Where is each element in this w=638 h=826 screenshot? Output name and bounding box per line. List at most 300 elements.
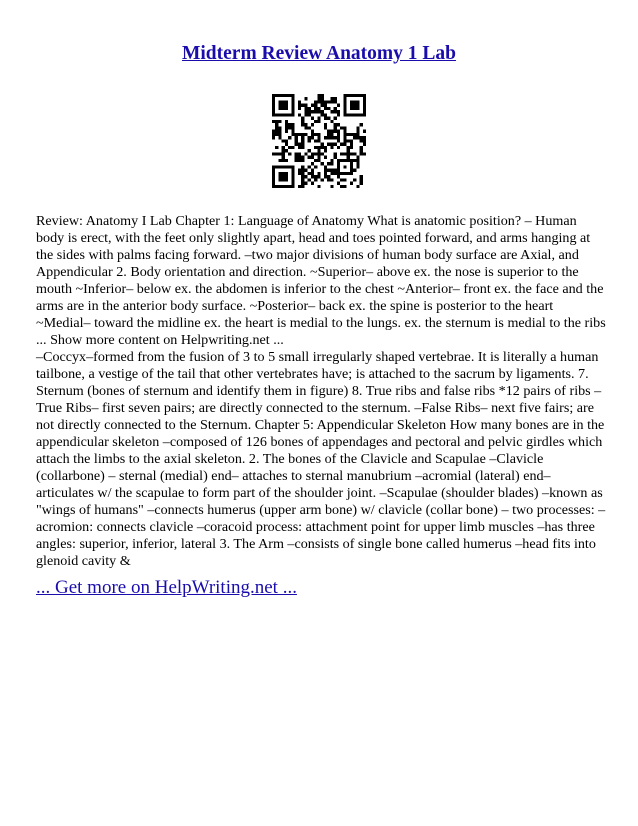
qr-module [363,110,366,113]
title-link[interactable]: Midterm Review Anatomy 1 Lab [181,43,457,64]
qr-module [317,100,320,103]
qr-code-icon [272,94,366,188]
qr-module [301,136,304,139]
qr-module [304,104,307,107]
qr-module [278,130,281,133]
qr-module [301,169,304,172]
qr-module [350,133,353,136]
qr-module [356,185,359,188]
qr-module [301,120,304,123]
qr-module [298,156,301,159]
qr-module [278,172,281,175]
qr-module [360,146,363,149]
qr-module [275,120,278,123]
qr-module [291,104,294,107]
qr-module [272,165,275,168]
qr-module [343,113,346,116]
qr-module [308,149,311,152]
qr-module [314,152,317,155]
qr-module [285,123,288,126]
qr-module [337,136,340,139]
qr-module [298,146,301,149]
qr-module [350,94,353,97]
qr-module [304,126,307,129]
qr-module [353,178,356,181]
qr-module [363,139,366,142]
qr-module [311,130,314,133]
qr-module [324,107,327,110]
qr-module [334,100,337,103]
paragraph-review: Review: Anatomy I Lab Chapter 1: Language of Anatomy What is anatomic position? – Human body is erect, with the feet only slightly apart, head and toes pointed forward, and arms hanging at the sides with palms facing forward. –two major divisions of human body surface are Axial, and Appendicular 2. Body orientation and direction. ~Superior– above ex. the nose is superior to the mouth ~Inferior– below ex. the abdomen is inferior to the chest ~Anterior– front ex. the face and the arms are in the anterior body surface. ~Posterior– back ex. the spine is posterior to the heart ~Medial– toward the midline ex. the heart is medial to the lungs. ex. the sternum is medial to the ribs ... Show more content on Helpwriting.net ... [36,213,606,348]
qr-module [360,136,363,139]
qr-module [282,159,285,162]
qr-module [291,146,294,149]
qr-module [285,94,288,97]
qr-module [301,175,304,178]
qr-module [304,182,307,185]
qr-module [295,159,298,162]
qr-module [275,146,278,149]
qr-module [337,159,340,162]
qr-module [304,175,307,178]
qr-module [360,175,363,178]
qr-module [360,182,363,185]
qr-module [278,165,281,168]
qr-module [327,130,330,133]
qr-module [343,97,346,100]
qr-module [278,104,281,107]
qr-module [343,172,346,175]
qr-module [285,126,288,129]
qr-module [285,159,288,162]
qr-module [278,113,281,116]
qr-module [308,126,311,129]
qr-module [285,100,288,103]
qr-module [311,156,314,159]
qr-module [350,152,353,155]
qr-module [275,94,278,97]
qr-module [311,175,314,178]
qr-module [363,143,366,146]
qr-module [337,162,340,165]
qr-module [285,139,288,142]
qr-module [327,136,330,139]
qr-module [282,94,285,97]
qr-module [337,104,340,107]
qr-module [301,133,304,136]
qr-module [356,133,359,136]
qr-module [278,175,281,178]
qr-module [317,159,320,162]
qr-module [275,123,278,126]
qr-module [327,133,330,136]
qr-module [330,159,333,162]
qr-module [304,107,307,110]
qr-module [330,130,333,133]
qr-module [311,172,314,175]
qr-module [298,159,301,162]
qr-module [324,146,327,149]
qr-module [275,126,278,129]
qr-module [285,185,288,188]
qr-module [291,107,294,110]
qr-module [317,117,320,120]
qr-module [311,182,314,185]
qr-module [324,123,327,126]
qr-module [337,165,340,168]
qr-module [285,172,288,175]
qr-module [314,175,317,178]
qr-module [317,185,320,188]
qr-module [363,136,366,139]
qr-module [298,133,301,136]
qr-module [288,136,291,139]
qr-module [311,133,314,136]
qr-module [340,178,343,181]
qr-module [282,178,285,181]
qr-module [295,143,298,146]
qr-module [360,94,363,97]
qr-module [278,107,281,110]
qr-module [295,136,298,139]
qr-module [330,178,333,181]
qr-module [308,178,311,181]
qr-module [337,139,340,142]
qr-module [288,123,291,126]
qr-module [275,165,278,168]
qr-module [278,133,281,136]
qr-module [350,139,353,142]
qr-module [343,107,346,110]
qr-module [291,172,294,175]
qr-module [350,113,353,116]
qr-module [363,97,366,100]
qr-module [324,165,327,168]
qr-module [272,185,275,188]
qr-module [285,143,288,146]
qr-module [272,130,275,133]
qr-module [308,136,311,139]
qr-module [340,185,343,188]
qr-module [343,143,346,146]
qr-module [321,152,324,155]
qr-module [321,100,324,103]
document-title [0,41,638,67]
qr-module [363,94,366,97]
qr-module [343,136,346,139]
qr-module [347,156,350,159]
qr-module [288,94,291,97]
qr-module [285,175,288,178]
qr-module [314,165,317,168]
qr-module [285,130,288,133]
qr-module [278,100,281,103]
qr-module [308,113,311,116]
qr-module [282,146,285,149]
qr-module [327,143,330,146]
qr-module [291,185,294,188]
qr-module [304,97,307,100]
qr-module [337,133,340,136]
qr-module [272,182,275,185]
qr-module [272,136,275,139]
qr-module [321,162,324,165]
qr-module [288,165,291,168]
qr-module [321,110,324,113]
qr-module [298,152,301,155]
qr-module [288,185,291,188]
qr-module [321,94,324,97]
qr-module [321,97,324,100]
qr-module [337,110,340,113]
qr-module [291,110,294,113]
qr-module [272,113,275,116]
qr-module [314,139,317,142]
qr-module [343,133,346,136]
qr-module [282,172,285,175]
qr-module [324,149,327,152]
qr-module [360,178,363,181]
qr-module [356,100,359,103]
qr-module [317,120,320,123]
qr-module [337,175,340,178]
qr-module [350,165,353,168]
qr-module [317,133,320,136]
qr-module [327,175,330,178]
qr-module [317,152,320,155]
qr-module [272,107,275,110]
qr-module [291,133,294,136]
qr-module [275,113,278,116]
qr-module [272,133,275,136]
qr-module [311,152,314,155]
qr-module [343,152,346,155]
qr-module [278,126,281,129]
qr-module [343,178,346,181]
qr-module [311,123,314,126]
qr-module [353,169,356,172]
qr-module [298,172,301,175]
qr-module [317,146,320,149]
qr-module [278,94,281,97]
qr-module [282,149,285,152]
qr-module [327,100,330,103]
qr-module [272,104,275,107]
qr-module [311,162,314,165]
qr-module [304,133,307,136]
qr-module [347,146,350,149]
qr-module [350,159,353,162]
qr-module [278,136,281,139]
document-body [36,213,606,570]
qr-module [304,113,307,116]
qr-module [334,152,337,155]
qr-module [311,136,314,139]
qr-module [343,100,346,103]
qr-module [317,172,320,175]
qr-module [330,110,333,113]
qr-module [308,156,311,159]
qr-module [350,172,353,175]
qr-module [330,146,333,149]
qr-module [321,178,324,181]
qr-module [301,139,304,142]
qr-module [330,120,333,123]
qr-module [321,146,324,149]
qr-module [343,185,346,188]
qr-module [285,107,288,110]
qr-module [340,126,343,129]
qr-module [337,172,340,175]
qr-module [330,97,333,100]
qr-module [353,133,356,136]
qr-module [282,139,285,142]
qr-module [343,165,346,168]
qr-module [285,178,288,181]
qr-module [356,162,359,165]
qr-module [282,113,285,116]
qr-module [330,136,333,139]
qr-module [301,165,304,168]
qr-module [321,143,324,146]
qr-module [324,175,327,178]
qr-module [363,130,366,133]
qr-module [272,110,275,113]
qr-module [353,136,356,139]
qr-module [275,133,278,136]
qr-module [275,130,278,133]
qr-module [324,104,327,107]
qr-module [295,156,298,159]
qr-module [337,146,340,149]
get-more-link[interactable]: ... Get more on HelpWriting.net ... [36,577,297,598]
qr-module [304,110,307,113]
qr-module [324,169,327,172]
qr-module [327,117,330,120]
qr-module [291,182,294,185]
qr-module [272,152,275,155]
qr-module [321,104,324,107]
qr-module [324,172,327,175]
qr-module [301,117,304,120]
qr-module [278,120,281,123]
qr-module [301,159,304,162]
qr-module [334,126,337,129]
qr-module [285,165,288,168]
qr-module [327,178,330,181]
qr-module [311,104,314,107]
qr-module [356,136,359,139]
qr-module [347,94,350,97]
qr-module [360,149,363,152]
qr-module [360,113,363,116]
qr-module [295,152,298,155]
qr-module [363,100,366,103]
qr-module [311,110,314,113]
qr-module [334,136,337,139]
qr-module [334,172,337,175]
qr-module [337,123,340,126]
qr-module [298,104,301,107]
qr-module [291,169,294,172]
qr-module [301,182,304,185]
qr-module [285,149,288,152]
qr-module [347,133,350,136]
qr-module [363,107,366,110]
qr-module [278,159,281,162]
qr-module [330,172,333,175]
qr-module [327,162,330,165]
qr-module [360,152,363,155]
qr-module [330,143,333,146]
qr-module [301,172,304,175]
qr-module [347,139,350,142]
qr-module [330,185,333,188]
qr-module [343,139,346,142]
qr-module [350,169,353,172]
qr-module [291,113,294,116]
qr-module [304,152,307,155]
qr-module [301,143,304,146]
qr-module [298,100,301,103]
qr-module [340,152,343,155]
qr-module [291,165,294,168]
qr-module [304,169,307,172]
qr-module [324,117,327,120]
qr-module [334,143,337,146]
qr-module [317,97,320,100]
qr-module [314,159,317,162]
qr-module [314,146,317,149]
qr-module [291,123,294,126]
qr-module [291,100,294,103]
qr-module [272,100,275,103]
qr-module [337,169,340,172]
qr-module [350,146,353,149]
qr-module [291,178,294,181]
qr-module [330,133,333,136]
qr-module [347,159,350,162]
qr-module [288,152,291,155]
qr-module [353,107,356,110]
qr-module [317,94,320,97]
qr-module [301,156,304,159]
qr-module [311,169,314,172]
qr-module [314,104,317,107]
qr-module [317,110,320,113]
qr-module [343,94,346,97]
qr-module [334,130,337,133]
qr-module [282,104,285,107]
qr-module [347,172,350,175]
qr-module [317,107,320,110]
paragraph-coccyx: –Coccyx–formed from the fusion of 3 to 5 small irregularly shaped vertebrae. It is literally a human tailbone, a vestige of the tail that other vertebrates have; is attached to the sacrum by ligaments. 7. Sternum (bones of sternum and identify them in figure) 8. True ribs and false ribs *12 pairs of ribs – True Ribs– first seven pairs; are directly connected to the sternum. –False Ribs– next five fairs; are not directly connected to the Sternum. Chapter 5: Appendicular Skeleton How many bones are in the appendicular skeleton –composed of 126 bones of appendages and pectoral and pelvic girdles which attach the limbs to the axial skeleton. 2. The bones of the Clavicle and Scapulae –Clavicle (collarbone) – sternal (medial) end– attaches to sternal manubrium –acromial (lateral) end– articulates w/ the scapulae to form part of the shoulder joint. –Scapulae (shoulder blades) –known as "wings of humans" –connects humerus (upper arm bone) w/ clavicle (collar bone) – two processes: –acromion: connects clavicle –coracoid process: attachment point for upper limb muscles –has three angles: superior, inferior, lateral 3. The Arm –consists of single bone called humerus –head fits into glenoid cavity & [36,349,606,569]
qr-module [353,152,356,155]
qr-module [350,104,353,107]
qr-module [282,156,285,159]
qr-module [356,104,359,107]
qr-module [363,113,366,116]
qr-module [317,136,320,139]
qr-module [298,107,301,110]
qr-module [356,94,359,97]
qr-module [353,100,356,103]
qr-module [350,100,353,103]
qr-module [308,172,311,175]
qr-module [282,100,285,103]
qr-module [272,97,275,100]
qr-module [301,123,304,126]
